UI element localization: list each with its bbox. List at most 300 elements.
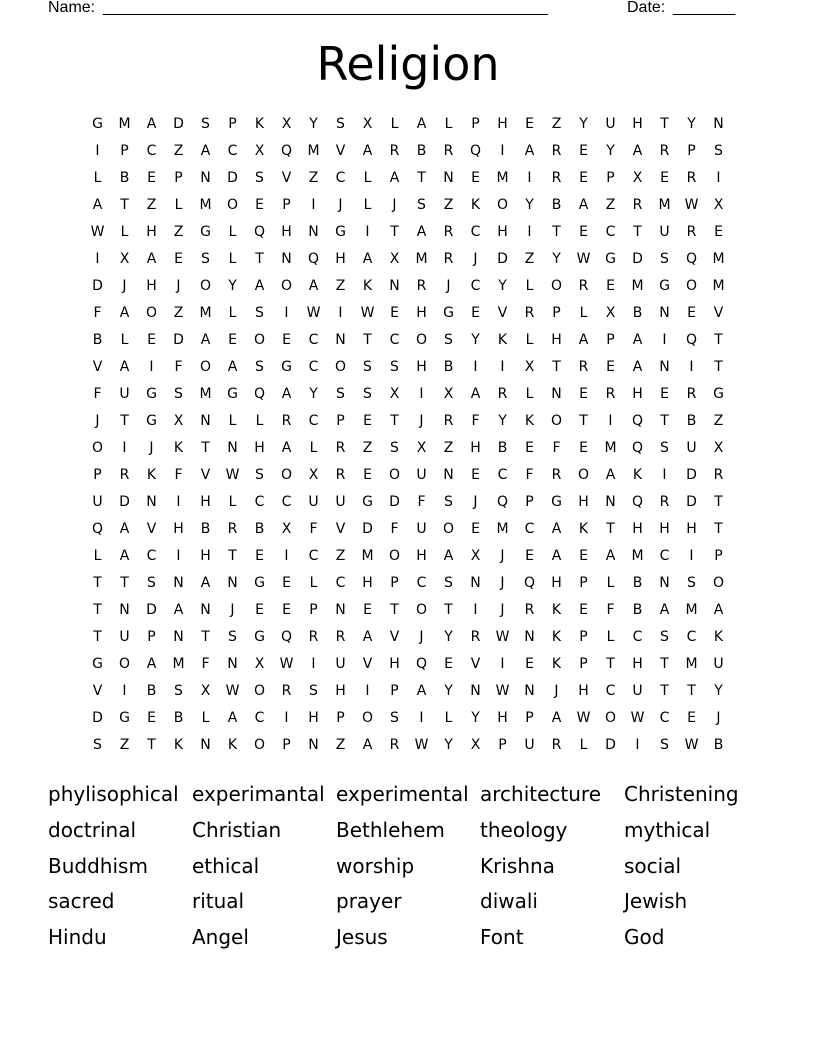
grid-cell: H — [497, 224, 508, 240]
grid-cell: R — [281, 413, 292, 429]
grid-cell: H — [416, 548, 427, 564]
grid-cell: A — [119, 521, 130, 537]
grid-cell: Z — [146, 197, 157, 213]
grid-cell: P — [714, 548, 723, 564]
grid-cell: Y — [444, 737, 453, 753]
grid-cell: Q — [280, 629, 293, 645]
name-field-line[interactable]: __________________________________________________ — [103, 0, 548, 16]
grid-cell: Y — [228, 278, 237, 294]
grid-cell: T — [714, 494, 723, 510]
grid-cell: T — [687, 683, 696, 699]
grid-cell: C — [281, 494, 292, 510]
grid-cell: L — [120, 224, 129, 240]
grid-cell: P — [606, 170, 615, 186]
grid-cell: I — [284, 305, 289, 321]
grid-cell: A — [119, 548, 130, 564]
grid-cell: D — [686, 467, 697, 483]
grid-cell: C — [254, 710, 265, 726]
grid-cell: K — [551, 629, 562, 645]
grid-cell: M — [199, 197, 212, 213]
grid-cell: O — [415, 602, 428, 618]
grid-cell: K — [173, 737, 184, 753]
grid-cell: A — [362, 737, 373, 753]
grid-cell: A — [416, 224, 427, 240]
grid-cell: C — [470, 224, 481, 240]
grid-cell: M — [307, 143, 320, 159]
grid-cell: B — [632, 575, 643, 591]
grid-cell: T — [606, 656, 615, 672]
grid-cell: J — [554, 683, 559, 699]
grid-cell: F — [390, 521, 399, 537]
grid-cell: Y — [498, 413, 507, 429]
grid-cell: S — [255, 305, 264, 321]
grid-cell: P — [147, 629, 156, 645]
grid-cell: N — [443, 170, 454, 186]
word-bank-item: Jewish — [624, 889, 688, 914]
grid-row — [84, 219, 732, 246]
word-bank-item: Bethlehem — [336, 817, 445, 842]
grid-cell: A — [92, 197, 103, 213]
grid-cell: X — [119, 251, 130, 267]
grid-cell: O — [361, 710, 374, 726]
grid-cell: T — [660, 413, 669, 429]
grid-cell: T — [552, 359, 561, 375]
grid-cell: E — [471, 467, 480, 483]
grid-row — [84, 381, 732, 408]
grid-cell: L — [255, 413, 264, 429]
grid-cell: J — [473, 251, 478, 267]
grid-cell: X — [713, 440, 724, 456]
grid-cell: J — [338, 197, 343, 213]
grid-cell: U — [308, 494, 319, 510]
grid-cell: S — [255, 170, 264, 186]
grid-row — [84, 705, 732, 732]
grid-cell: S — [390, 359, 399, 375]
worksheet-header — [48, 0, 748, 20]
grid-cell: T — [390, 602, 399, 618]
grid-cell: L — [228, 224, 237, 240]
grid-cell: W — [495, 683, 510, 699]
grid-cell: B — [497, 440, 508, 456]
grid-cell: H — [362, 575, 373, 591]
date-field-line[interactable]: _______ — [673, 0, 736, 16]
grid-cell: Q — [253, 224, 266, 240]
grid-cell: B — [173, 710, 184, 726]
grid-cell: D — [686, 494, 697, 510]
grid-cell: N — [524, 683, 535, 699]
grid-cell: N — [200, 170, 211, 186]
grid-cell: R — [497, 386, 508, 402]
grid-cell: N — [200, 602, 211, 618]
grid-cell: I — [716, 170, 721, 186]
grid-cell: I — [95, 143, 100, 159]
grid-cell: K — [470, 197, 481, 213]
grid-cell: E — [579, 143, 588, 159]
grid-cell: G — [92, 116, 103, 132]
grid-cell: W — [279, 656, 294, 672]
grid-cell: C — [524, 521, 535, 537]
grid-cell: H — [551, 332, 562, 348]
grid-cell: S — [660, 440, 669, 456]
grid-cell: I — [527, 224, 532, 240]
grid-cell: R — [524, 305, 535, 321]
grid-cell: R — [659, 494, 670, 510]
grid-cell: A — [605, 467, 616, 483]
grid-cell: R — [443, 251, 454, 267]
grid-cell: Q — [631, 494, 644, 510]
grid-row — [84, 489, 732, 516]
grid-cell: X — [362, 116, 373, 132]
grid-row — [84, 165, 732, 192]
grid-cell: E — [255, 197, 264, 213]
grid-cell: E — [579, 170, 588, 186]
grid-cell: O — [118, 656, 131, 672]
grid-row — [84, 354, 732, 381]
grid-cell: J — [149, 440, 154, 456]
grid-cell: I — [635, 737, 640, 753]
grid-cell: L — [201, 710, 210, 726]
grid-cell: E — [579, 602, 588, 618]
grid-row — [84, 516, 732, 543]
grid-cell: A — [227, 710, 238, 726]
grid-cell: L — [309, 440, 318, 456]
grid-cell: S — [660, 737, 669, 753]
grid-cell: E — [255, 602, 264, 618]
grid-cell: J — [392, 197, 397, 213]
grid-cell: O — [550, 278, 563, 294]
grid-cell: K — [146, 467, 157, 483]
grid-cell: N — [173, 629, 184, 645]
grid-cell: G — [146, 413, 157, 429]
grid-cell: E — [174, 251, 183, 267]
grid-cell: F — [417, 494, 426, 510]
grid-cell: P — [228, 116, 237, 132]
grid-cell: G — [146, 386, 157, 402]
grid-cell: Q — [91, 521, 104, 537]
grid-cell: W — [90, 224, 105, 240]
grid-cell: P — [579, 656, 588, 672]
grid-cell: K — [173, 440, 184, 456]
grid-cell: B — [119, 170, 130, 186]
grid-cell: R — [686, 170, 697, 186]
grid-cell: Y — [309, 386, 318, 402]
grid-cell: X — [605, 305, 616, 321]
grid-cell: X — [389, 386, 400, 402]
letter-grid — [84, 111, 732, 759]
grid-cell: F — [606, 602, 615, 618]
grid-cell: R — [308, 629, 319, 645]
grid-cell: S — [147, 575, 156, 591]
grid-cell: J — [230, 602, 235, 618]
grid-cell: V — [362, 656, 373, 672]
grid-row — [84, 327, 732, 354]
grid-cell: D — [605, 737, 616, 753]
grid-cell: H — [173, 521, 184, 537]
grid-cell: L — [93, 170, 102, 186]
grid-cell: Q — [415, 656, 428, 672]
grid-cell: F — [93, 386, 102, 402]
grid-cell: Q — [631, 440, 644, 456]
grid-cell: D — [173, 332, 184, 348]
grid-cell: I — [662, 467, 667, 483]
grid-cell: C — [308, 548, 319, 564]
grid-cell: S — [417, 197, 426, 213]
grid-cell: H — [308, 710, 319, 726]
grid-cell: G — [281, 359, 292, 375]
grid-cell: B — [686, 413, 697, 429]
grid-cell: R — [119, 467, 130, 483]
grid-cell: O — [280, 278, 293, 294]
grid-cell: E — [471, 521, 480, 537]
grid-cell: I — [500, 656, 505, 672]
grid-cell: S — [309, 683, 318, 699]
grid-cell: S — [201, 116, 210, 132]
grid-cell: Z — [335, 737, 346, 753]
grid-cell: H — [200, 548, 211, 564]
grid-cell: C — [659, 548, 670, 564]
name-label: Name: — [48, 0, 96, 16]
grid-cell: M — [496, 521, 509, 537]
grid-cell: O — [145, 305, 158, 321]
grid-cell: H — [389, 656, 400, 672]
grid-row — [84, 111, 732, 138]
grid-cell: N — [200, 737, 211, 753]
grid-cell: C — [335, 575, 346, 591]
grid-cell: Y — [444, 629, 453, 645]
grid-cell: M — [118, 116, 131, 132]
grid-cell: S — [336, 116, 345, 132]
grid-cell: Z — [443, 197, 454, 213]
grid-cell: B — [146, 683, 157, 699]
grid-cell: I — [176, 548, 181, 564]
grid-cell: A — [470, 386, 481, 402]
grid-cell: E — [471, 305, 480, 321]
grid-cell: P — [579, 629, 588, 645]
grid-cell: T — [660, 683, 669, 699]
grid-cell: A — [119, 305, 130, 321]
grid-cell: L — [120, 332, 129, 348]
grid-cell: B — [254, 521, 265, 537]
grid-row — [84, 435, 732, 462]
grid-cell: I — [95, 251, 100, 267]
grid-cell: W — [684, 737, 699, 753]
grid-cell: B — [443, 359, 454, 375]
grid-cell: T — [120, 197, 129, 213]
grid-cell: B — [551, 197, 562, 213]
grid-cell: V — [200, 467, 211, 483]
grid-cell: I — [338, 305, 343, 321]
grid-cell: R — [335, 467, 346, 483]
grid-cell: D — [146, 602, 157, 618]
grid-cell: E — [687, 710, 696, 726]
grid-cell: A — [416, 683, 427, 699]
word-bank-item: Christening — [624, 782, 739, 806]
grid-cell: H — [659, 521, 670, 537]
grid-cell: O — [253, 332, 266, 348]
grid-cell: T — [444, 602, 453, 618]
grid-cell: Z — [362, 440, 373, 456]
grid-cell: P — [93, 467, 102, 483]
grid-cell: S — [444, 494, 453, 510]
grid-cell: Y — [498, 278, 507, 294]
grid-cell: I — [176, 494, 181, 510]
grid-cell: L — [309, 575, 318, 591]
grid-cell: R — [686, 224, 697, 240]
grid-cell: I — [500, 359, 505, 375]
grid-cell: L — [525, 386, 534, 402]
grid-cell: E — [525, 548, 534, 564]
grid-cell: C — [686, 629, 697, 645]
grid-cell: C — [470, 278, 481, 294]
grid-cell: K — [578, 521, 589, 537]
grid-cell: S — [390, 440, 399, 456]
grid-cell: N — [173, 575, 184, 591]
grid-cell: R — [578, 278, 589, 294]
grid-cell: W — [684, 197, 699, 213]
grid-cell: N — [551, 386, 562, 402]
word-bank-item: mythical — [624, 817, 711, 842]
grid-cell: W — [630, 710, 645, 726]
grid-cell: A — [362, 251, 373, 267]
grid-cell: A — [389, 170, 400, 186]
grid-cell: A — [254, 278, 265, 294]
grid-cell: R — [227, 521, 238, 537]
word-bank-item: Jesus — [336, 925, 388, 949]
grid-cell: O — [496, 197, 509, 213]
grid-cell: T — [660, 656, 669, 672]
grid-cell: N — [335, 602, 346, 618]
grid-cell: Q — [280, 143, 293, 159]
grid-cell: L — [579, 305, 588, 321]
grid-cell: R — [578, 359, 589, 375]
grid-cell: E — [714, 224, 723, 240]
grid-cell: P — [174, 170, 183, 186]
grid-row — [84, 651, 732, 678]
grid-cell: D — [362, 521, 373, 537]
grid-cell: T — [633, 224, 642, 240]
grid-cell: R — [443, 224, 454, 240]
grid-cell: P — [525, 710, 534, 726]
grid-cell: T — [417, 170, 426, 186]
grid-cell: J — [473, 494, 478, 510]
grid-cell: C — [146, 548, 157, 564]
grid-cell: I — [284, 710, 289, 726]
grid-cell: P — [282, 737, 291, 753]
grid-cell: R — [551, 737, 562, 753]
grid-cell: Z — [119, 737, 130, 753]
grid-cell: U — [524, 737, 535, 753]
grid-cell: H — [551, 575, 562, 591]
grid-cell: R — [686, 386, 697, 402]
grid-cell: C — [335, 170, 346, 186]
grid-cell: F — [201, 656, 210, 672]
grid-cell: P — [282, 197, 291, 213]
grid-cell: A — [605, 548, 616, 564]
grid-cell: S — [336, 386, 345, 402]
grid-cell: H — [335, 251, 346, 267]
grid-cell: M — [685, 602, 698, 618]
grid-cell: A — [443, 548, 454, 564]
grid-cell: Z — [524, 251, 535, 267]
grid-cell: T — [201, 440, 210, 456]
grid-cell: J — [500, 602, 505, 618]
grid-cell: R — [524, 602, 535, 618]
grid-cell: G — [335, 224, 346, 240]
grid-cell: O — [253, 683, 266, 699]
grid-cell: H — [200, 494, 211, 510]
word-bank-item: ethical — [192, 853, 260, 878]
grid-cell: C — [632, 629, 643, 645]
grid-cell: W — [495, 629, 510, 645]
grid-cell: V — [92, 683, 103, 699]
grid-cell: P — [390, 575, 399, 591]
grid-cell: G — [713, 386, 724, 402]
grid-cell: P — [309, 602, 318, 618]
grid-cell: H — [335, 683, 346, 699]
grid-cell: J — [446, 278, 451, 294]
grid-row — [84, 138, 732, 165]
grid-cell: L — [228, 251, 237, 267]
grid-cell: Y — [714, 683, 723, 699]
grid-cell: H — [632, 386, 643, 402]
grid-cell: N — [119, 602, 130, 618]
grid-cell: O — [685, 278, 698, 294]
word-bank-item: Buddhism — [48, 853, 148, 878]
grid-cell: K — [713, 629, 724, 645]
grid-cell: C — [308, 332, 319, 348]
grid-cell: A — [632, 359, 643, 375]
grid-cell: N — [659, 359, 670, 375]
grid-cell: D — [119, 494, 130, 510]
grid-cell: S — [390, 710, 399, 726]
grid-cell: E — [282, 332, 291, 348]
grid-cell: U — [335, 494, 346, 510]
grid-cell: S — [363, 386, 372, 402]
grid-row — [84, 543, 732, 570]
grid-cell: L — [390, 116, 399, 132]
grid-cell: F — [174, 359, 183, 375]
grid-cell: I — [365, 683, 370, 699]
grid-cell: A — [146, 656, 157, 672]
date-label: Date: — [627, 0, 666, 16]
grid-cell: M — [199, 305, 212, 321]
grid-cell: Y — [471, 332, 480, 348]
grid-cell: D — [632, 251, 643, 267]
grid-cell: O — [415, 332, 428, 348]
word-bank-item: theology — [480, 817, 568, 842]
grid-cell: E — [660, 170, 669, 186]
grid-cell: S — [93, 737, 102, 753]
grid-cell: A — [200, 575, 211, 591]
word-bank-item: worship — [336, 853, 415, 878]
grid-cell: P — [498, 737, 507, 753]
grid-cell: I — [122, 683, 127, 699]
grid-cell: T — [714, 332, 723, 348]
grid-cell: E — [660, 386, 669, 402]
grid-cell: U — [119, 386, 130, 402]
grid-cell: P — [552, 305, 561, 321]
grid-cell: V — [335, 521, 346, 537]
grid-cell: H — [416, 359, 427, 375]
grid-cell: J — [716, 710, 721, 726]
grid-cell: T — [363, 332, 372, 348]
grid-cell: A — [281, 440, 292, 456]
grid-cell: F — [525, 467, 534, 483]
grid-cell: D — [173, 116, 184, 132]
grid-cell: I — [311, 197, 316, 213]
grid-cell: U — [119, 629, 130, 645]
grid-cell: G — [227, 386, 238, 402]
